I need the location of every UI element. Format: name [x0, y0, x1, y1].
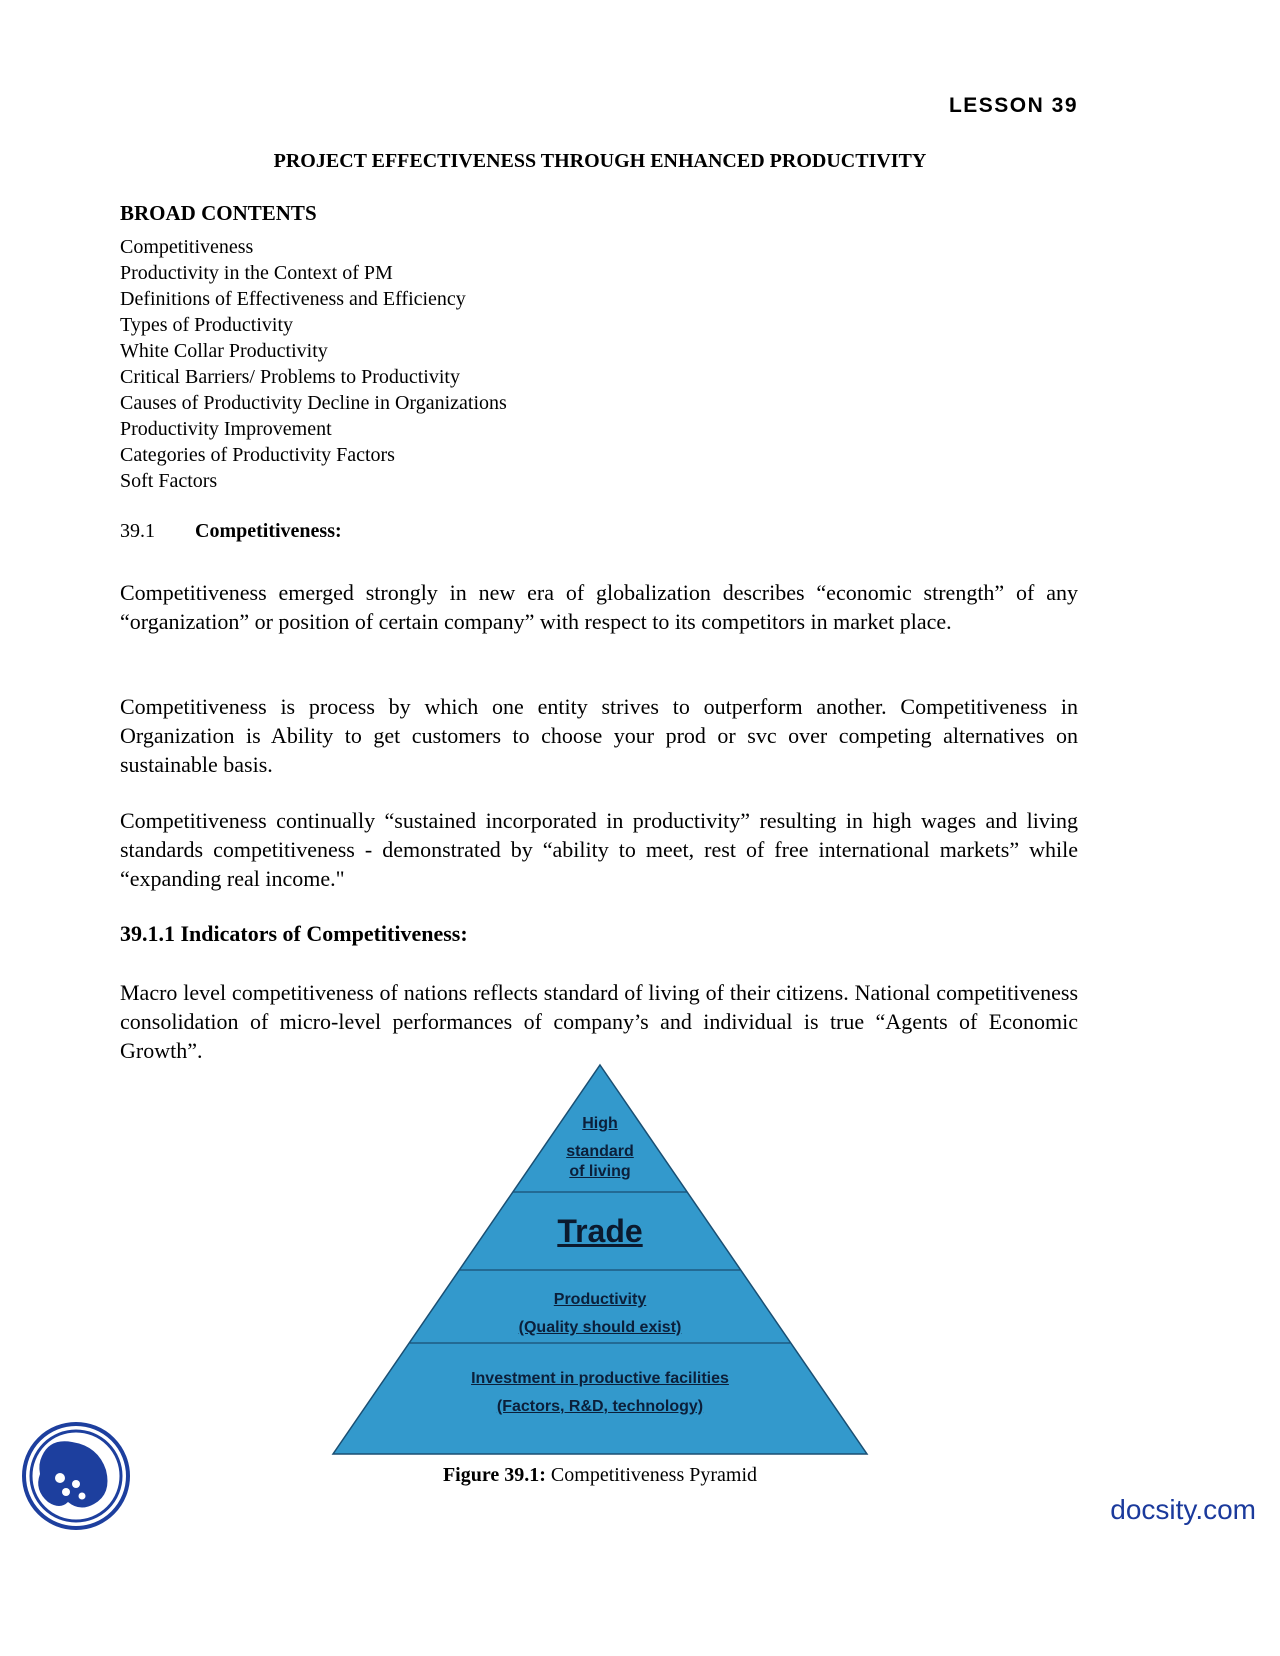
lesson-number: LESSON 39 [948, 94, 1078, 117]
pyramid-text: of living [569, 1163, 631, 1180]
section-title: Competitiveness: [195, 520, 342, 542]
list-item: Productivity in the Context of PM [120, 262, 393, 284]
subsection-heading: 39.1.1 Indicators of Competitiveness: [120, 921, 468, 946]
list-item: Soft Factors [120, 470, 218, 492]
list-item: White Collar Productivity [120, 340, 328, 362]
pyramid-text: (Factors, R&D, technology) [496, 1398, 704, 1415]
pyramid-text: standard [566, 1143, 634, 1160]
docsity-logo-icon [20, 1420, 132, 1532]
pyramid-level-trade [500, 1212, 700, 1250]
broad-contents-heading: BROAD CONTENTS [120, 201, 317, 225]
paragraph-3: Competitiveness continually “sustained incorporated in productivity” resulting in high wages and living standards competitiveness - demonstrated by “ability to meet, rest of free international markets” while “expanding real income." [120, 808, 1078, 891]
brand-link[interactable]: docsity.com [1110, 1494, 1256, 1525]
pyramid-text: Trade [557, 1213, 643, 1249]
pyramid-level-productivity [450, 1286, 750, 1342]
figure-label: Figure 39.1: [442, 1464, 546, 1486]
page-title: PROJECT EFFECTIVENESS THROUGH ENHANCED PRODUCTIVITY [273, 150, 927, 172]
list-item: Competitiveness [120, 236, 254, 258]
list-item: Definitions of Effectiveness and Efficiency [120, 288, 466, 310]
pyramid-level-investment [400, 1365, 800, 1421]
list-item: Categories of Productivity Factors [120, 444, 395, 466]
pyramid-text: High [582, 1115, 618, 1132]
figure-text: Competitiveness Pyramid [545, 1464, 758, 1486]
figure-caption [0, 1464, 1200, 1487]
subsection-paragraph: Macro level competitiveness of nations reflects standard of living of their citizens. National competitiveness consolidation of micro-level performances of company’s and individual is true “Agents of Economic Growth”. [120, 980, 1078, 1063]
paragraph-2: Competitiveness is process by which one entity strives to outperform another. Competitiveness in Organization is Ability to get customers to choose your prod or svc over competing alternatives on sustainable basis. [120, 694, 1078, 777]
broad-contents-list [120, 234, 507, 494]
list-item: Types of Productivity [120, 314, 294, 336]
list-item: Productivity Improvement [120, 418, 332, 440]
list-item: Critical Barriers/ Problems to Productivity [120, 366, 460, 388]
section-heading [120, 520, 342, 543]
logo-shape [20, 1420, 132, 1532]
pyramid-text: Productivity [553, 1291, 647, 1308]
pyramid-level-top [500, 1114, 700, 1182]
competitiveness-pyramid [330, 1062, 870, 1457]
pyramid-text: (Quality should exist) [518, 1319, 682, 1336]
paragraph-1: Competitiveness emerged strongly in new era of globalization describes “economic strength” of any “organization” or position of certain company” with respect to its competitors in market place. [120, 580, 1078, 634]
list-item: Causes of Productivity Decline in Organizations [120, 392, 507, 414]
section-number: 39.1 [120, 520, 155, 542]
pyramid-text: Investment in productive facilities [471, 1370, 729, 1387]
